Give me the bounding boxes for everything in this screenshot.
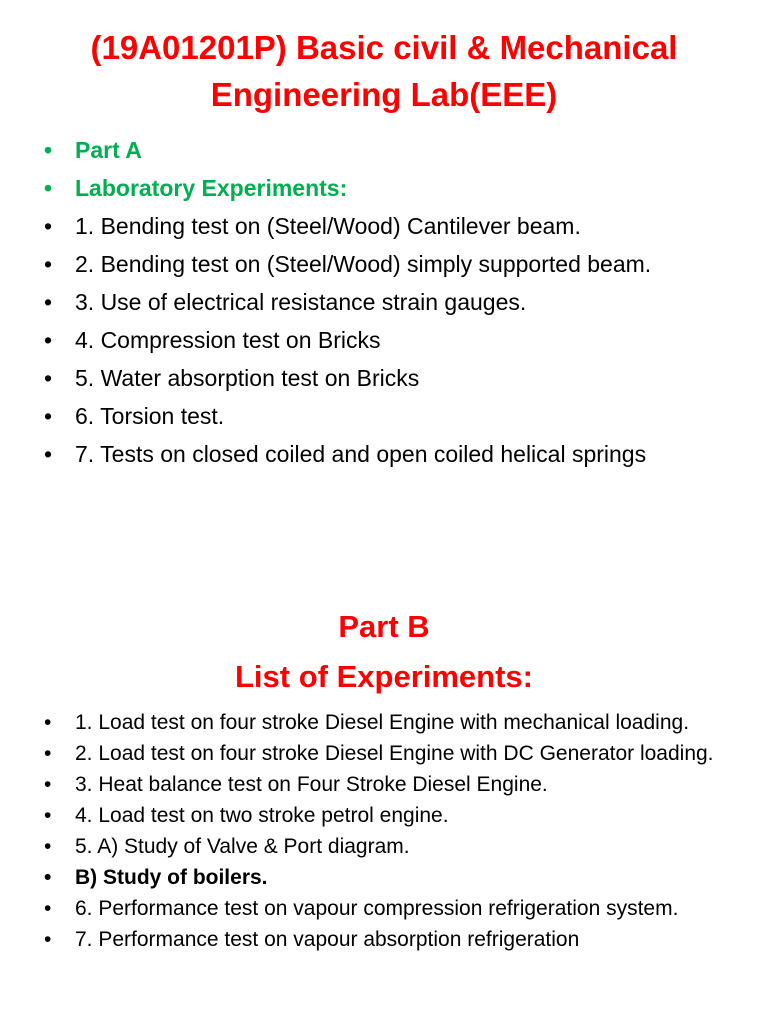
- list-item-text: 5. Water absorption test on Bricks: [75, 365, 420, 391]
- list-item-text: 6. Torsion test.: [75, 403, 225, 429]
- bullet-icon: •: [44, 365, 53, 391]
- list-item-text: 1. Bending test on (Steel/Wood) Cantilever beam.: [75, 213, 581, 239]
- bullet-icon: •: [44, 773, 52, 796]
- list-item-text: 7. Performance test on vapour absorption refrigeration: [75, 928, 580, 951]
- list-item-text: 5. A) Study of Valve & Port diagram.: [75, 835, 410, 858]
- list-item-text: Laboratory Experiments:: [75, 175, 348, 201]
- part-a-list: [44, 136, 744, 478]
- section-title: [20, 602, 748, 702]
- list-item: [44, 288, 744, 317]
- list-item: [44, 212, 744, 241]
- list-item-text: 3. Use of electrical resistance strain gauges.: [75, 289, 527, 315]
- list-item-text: 1. Load test on four stroke Diesel Engine with mechanical loading.: [75, 711, 690, 734]
- bullet-icon: •: [44, 175, 53, 201]
- bullet-icon: •: [44, 251, 53, 277]
- list-item: [44, 834, 744, 860]
- bullet-icon: •: [44, 403, 53, 429]
- list-item: [44, 250, 744, 279]
- bullet-icon: •: [44, 835, 52, 858]
- page-title: (19A01201P) Basic civil & Mechanical Engineering Lab(EEE): [90, 29, 678, 113]
- section-title-line2: List of Experiments:: [235, 659, 533, 694]
- list-item-text: 7. Tests on closed coiled and open coiled helical springs: [75, 441, 647, 467]
- list-item: [44, 364, 744, 393]
- bullet-icon: •: [44, 327, 53, 353]
- bullet-icon: •: [44, 897, 52, 920]
- list-item-text: B) Study of boilers.: [75, 866, 268, 889]
- list-item: [44, 174, 744, 203]
- list-item: [44, 865, 744, 891]
- list-item: [44, 772, 744, 798]
- list-item: [44, 927, 744, 953]
- bullet-icon: •: [44, 928, 52, 951]
- bullet-icon: •: [44, 289, 53, 315]
- list-item-text: 3. Heat balance test on Four Stroke Diesel Engine.: [75, 773, 548, 796]
- list-item: [44, 136, 744, 165]
- list-item: [44, 896, 744, 922]
- bullet-icon: •: [44, 742, 52, 765]
- list-item: [44, 440, 744, 469]
- bullet-icon: •: [44, 866, 52, 889]
- bullet-icon: •: [44, 804, 52, 827]
- list-item-text: 4. Load test on two stroke petrol engine.: [75, 804, 449, 827]
- part-b-list: [44, 710, 744, 958]
- slide-part-b: [0, 560, 768, 1024]
- list-item: [44, 741, 744, 767]
- bullet-icon: •: [44, 137, 53, 163]
- bullet-icon: •: [44, 711, 52, 734]
- bullet-icon: •: [44, 441, 53, 467]
- list-item-text: 2. Load test on four stroke Diesel Engine with DC Generator loading.: [75, 742, 714, 765]
- list-item: [44, 710, 744, 736]
- list-item: [44, 402, 744, 431]
- bullet-icon: •: [44, 213, 53, 239]
- list-item: [44, 326, 744, 355]
- list-item-text: 4. Compression test on Bricks: [75, 327, 381, 353]
- list-item-text: 6. Performance test on vapour compression refrigeration system.: [75, 897, 679, 920]
- list-item: [44, 803, 744, 829]
- list-item-text: Part A: [75, 137, 142, 163]
- section-title-line1: Part B: [338, 609, 430, 644]
- list-item-text: 2. Bending test on (Steel/Wood) simply supported beam.: [75, 251, 652, 277]
